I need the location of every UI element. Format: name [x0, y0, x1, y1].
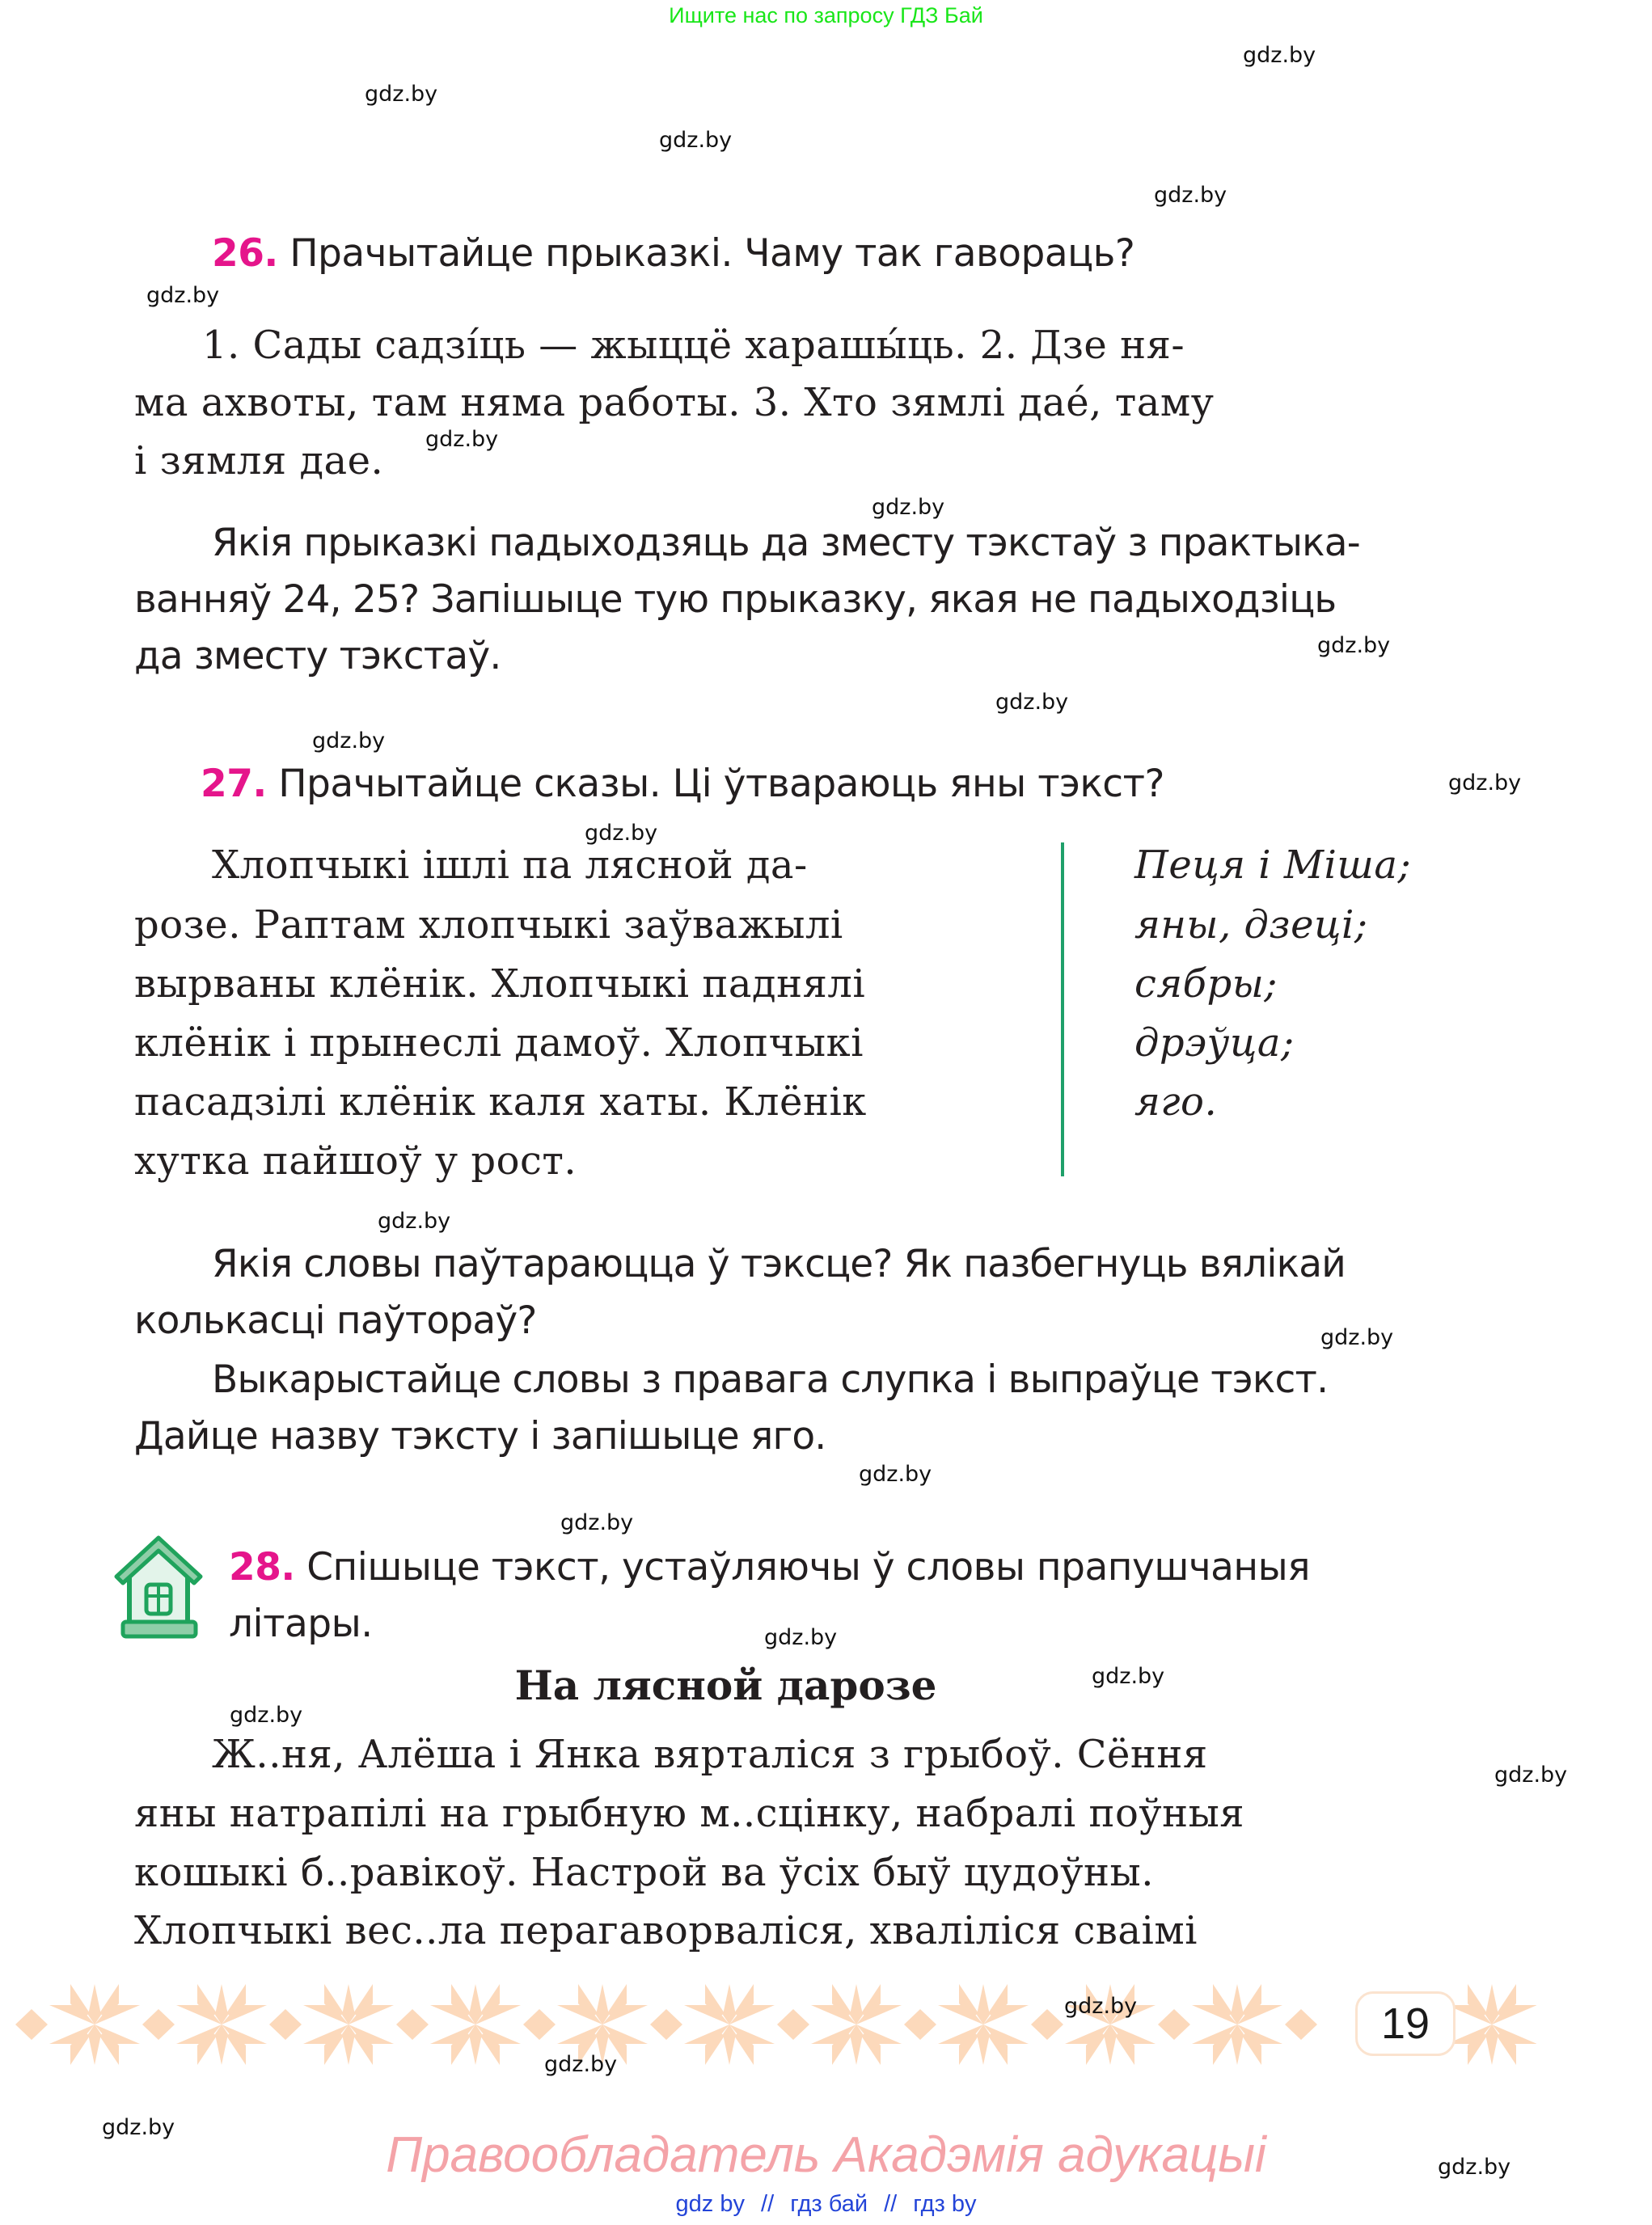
exercise-heading-text: Прачытайце сказы. Ці ўтвараюць яны тэкст?: [278, 762, 1164, 806]
task-line: Якія словы паўтараюцца ў тэксце? Як пазбегнуць вялікай: [212, 1242, 1346, 1286]
footer-separator: //: [761, 2191, 775, 2217]
proverb-line: і зямля дае.: [134, 438, 384, 483]
watermark: gdz.by: [764, 1625, 838, 1650]
watermark: gdz.by: [1243, 43, 1316, 68]
word-option: Пеця і Міша;: [1134, 842, 1412, 888]
text-line: клёнік і прынеслі дамоў. Хлопчыкі: [134, 1020, 864, 1066]
word-option: дрэўца;: [1134, 1020, 1295, 1066]
footer-links: [0, 2191, 1652, 2218]
exercise-number: 26.: [212, 231, 278, 276]
text-line: вырваны клёнік. Хлопчыкі паднялі: [134, 961, 866, 1007]
exercise-heading-text: Спішыце тэкст, устаўляючы ў словы прапушчаныя: [306, 1545, 1311, 1590]
watermark: gdz.by: [102, 2115, 175, 2140]
exercise-number: 28.: [229, 1545, 295, 1590]
text-line: кошыкі б..равікоў. Настрой ва ўсіх быў цудоўны.: [134, 1850, 1154, 1895]
text-line: Хлопчыкі вес..ла перагаворваліся, хваліліся сваімі: [134, 1908, 1198, 1953]
watermark: gdz.by: [1320, 1325, 1394, 1350]
text-line: яны натрапілі на грыбную м..сцінку, набралі поўныя: [134, 1791, 1245, 1836]
exercise-26-heading: [212, 231, 1135, 276]
watermark: gdz.by: [995, 690, 1069, 715]
word-option: яго.: [1134, 1079, 1218, 1125]
watermark: gdz.by: [1092, 1664, 1165, 1689]
story-title: На лясной дарозе: [514, 1661, 937, 1709]
watermark: gdz.by: [312, 728, 386, 754]
task-line: колькасці паўтораў?: [134, 1298, 537, 1343]
watermark: gdz.by: [872, 495, 945, 520]
exercise-number: 27.: [201, 762, 267, 806]
watermark: gdz.by: [544, 2052, 618, 2077]
text-line: хутка пайшоў у рост.: [134, 1138, 577, 1184]
text-line: Хлопчыкі ішлі па лясной да-: [212, 842, 808, 888]
watermark: gdz.by: [659, 128, 733, 153]
watermark: gdz.by: [146, 283, 220, 308]
watermark: gdz.by: [1448, 771, 1522, 796]
task-line: ванняў 24, 25? Запішыце тую прыказку, якая не падыходзіць: [134, 577, 1337, 622]
proverb-line: ма ахвоты, там няма работы. 3. Хто зямлі дае́, таму: [134, 380, 1215, 425]
exercise-27-heading: [201, 762, 1164, 806]
exercise-heading-text: Прачытайце прыказкі. Чаму так гавораць?: [289, 231, 1135, 276]
proverb-line: 1. Сады садзíць — жыццё харашы́ць. 2. Дзе ня-: [202, 323, 1185, 368]
footer-separator: //: [884, 2191, 898, 2217]
watermark: gdz.by: [425, 427, 499, 452]
watermark: gdz.by: [585, 821, 658, 846]
exercise-28-heading: [229, 1545, 1311, 1590]
task-line: Дайце назву тэксту і запішыце яго.: [134, 1414, 826, 1459]
task-line: да зместу тэкстаў.: [134, 634, 501, 678]
watermark: gdz.by: [560, 1510, 634, 1535]
exercise-heading-text: літары.: [229, 1602, 373, 1646]
watermark: gdz.by: [378, 1209, 451, 1234]
word-option: сябры;: [1134, 961, 1278, 1007]
footer-link-gdz-bai[interactable]: гдз бай: [790, 2191, 868, 2217]
footer-link-gdz-by-cyr[interactable]: гдз by: [913, 2191, 977, 2217]
top-banner: Ищите нас по запросу ГДЗ Бай: [669, 3, 983, 27]
watermark: gdz.by: [1317, 633, 1391, 658]
text-line: Ж..ня, Алёша і Янка вярталіся з грыбоў. Сёння: [212, 1732, 1208, 1777]
task-line: Якія прыказкі падыходзяць да зместу тэкстаў з практыка-: [212, 521, 1360, 565]
ornament-band: [0, 1981, 1536, 2070]
watermark: gdz.by: [1064, 1994, 1138, 2019]
watermark: gdz.by: [859, 1462, 932, 1487]
watermark: gdz.by: [1438, 2155, 1511, 2180]
text-line: розе. Раптам хлопчыкі заўважылі: [134, 902, 843, 948]
watermark: gdz.by: [1154, 183, 1227, 208]
column-divider: [1061, 842, 1064, 1176]
watermark: gdz.by: [230, 1703, 303, 1728]
task-line: Выкарыстайце словы з правага слупка і выпраўце тэкст.: [212, 1357, 1329, 1402]
page-number: 19: [1355, 1991, 1456, 2056]
house-icon: [113, 1535, 204, 1641]
word-option: яны, дзеці;: [1134, 902, 1368, 948]
copyright-notice: Правообладатель Акадэмія адукацыі: [386, 2127, 1266, 2183]
text-line: пасадзілі клёнік каля хаты. Клёнік: [134, 1079, 867, 1125]
watermark: gdz.by: [1494, 1763, 1568, 1788]
footer-link-gdz-by[interactable]: gdz by: [675, 2191, 745, 2217]
watermark: gdz.by: [365, 82, 438, 107]
